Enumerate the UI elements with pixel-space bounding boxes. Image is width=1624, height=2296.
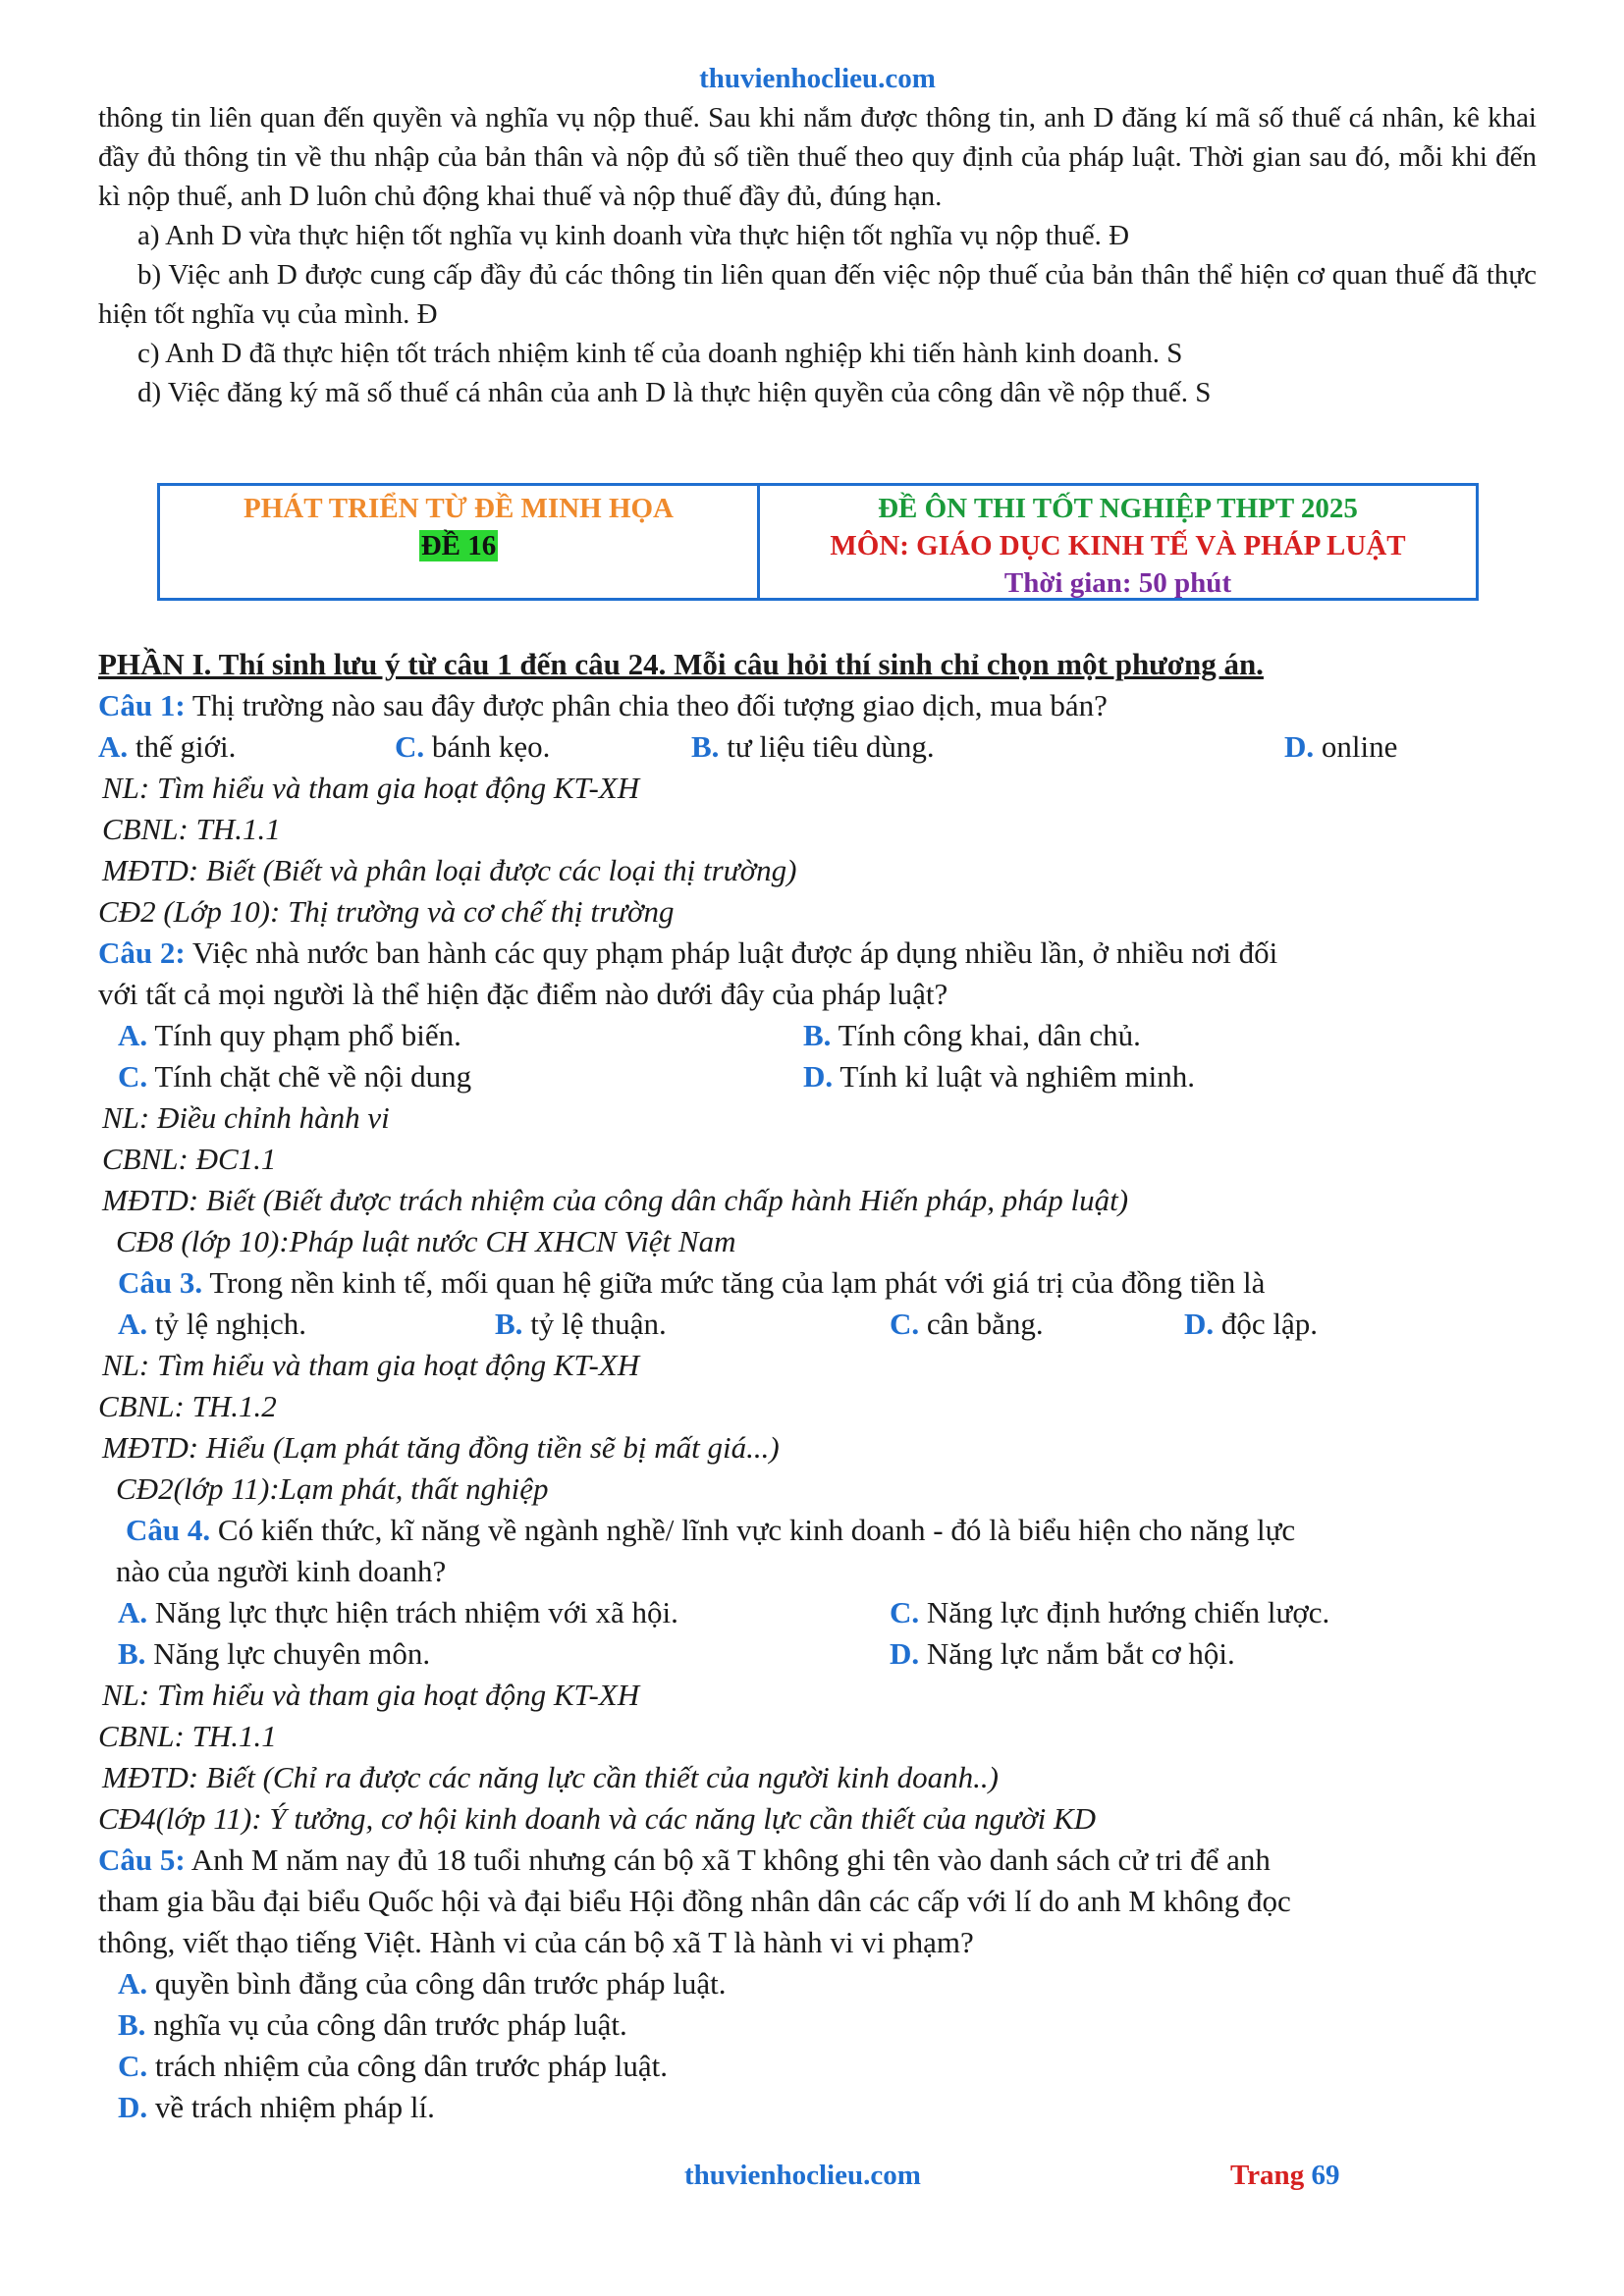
option[interactable]: B. Tính công khai, dân chủ. bbox=[803, 1018, 1141, 1052]
option[interactable]: C. Tính chặt chẽ về nội dung bbox=[118, 1059, 472, 1094]
exam-header-box bbox=[157, 483, 1479, 601]
intro-statement-d: d) Việc đăng ký mã số thuế cá nhân của anh D là thực hiện quyền của công dân về nộp thuế. S bbox=[137, 377, 1212, 408]
question-4-cont: nào của người kinh doanh? bbox=[116, 1554, 447, 1588]
option[interactable]: C. trách nhiệm của công dân trước pháp luật. bbox=[118, 2049, 669, 2083]
note-cbnl: CBNL: TH.1.1 bbox=[102, 812, 281, 846]
option[interactable]: B. tư liệu tiêu dùng. bbox=[691, 729, 935, 764]
question-label: Câu 5: bbox=[98, 1842, 186, 1877]
question-1-options bbox=[98, 726, 1537, 768]
note-nl: NL: Tìm hiểu và tham gia hoạt động KT-XH bbox=[102, 1678, 640, 1712]
note-topic: CĐ8 (lớp 10):Pháp luật nước CH XHCN Việt Nam bbox=[116, 1224, 736, 1258]
option[interactable]: A. quyền bình đẳng của công dân trước pháp luật. bbox=[118, 1966, 727, 2001]
question-3 bbox=[98, 1262, 1537, 1304]
option[interactable]: A. tỷ lệ nghịch. bbox=[118, 1307, 306, 1341]
exam-duration: Thời gian: 50 phút bbox=[1003, 567, 1232, 599]
exam-origin: PHÁT TRIỂN TỪ ĐỀ MINH HỌA bbox=[243, 493, 675, 524]
option[interactable]: A. thế giới. bbox=[98, 729, 237, 764]
option[interactable]: D. độc lập. bbox=[1184, 1307, 1319, 1341]
question-4-options-row1 bbox=[98, 1592, 1537, 1633]
option[interactable]: D. Tính kỉ luật và nghiêm minh. bbox=[803, 1059, 1195, 1094]
option[interactable]: B. nghĩa vụ của công dân trước pháp luật. bbox=[118, 2007, 627, 2042]
note-topic: CĐ4(lớp 11): Ý tưởng, cơ hội kinh doanh và các năng lực cần thiết của người KD bbox=[98, 1801, 1097, 1836]
intro-statement-a: a) Anh D vừa thực hiện tốt nghĩa vụ kinh doanh vừa thực hiện tốt nghĩa vụ nộp thuế. Đ bbox=[137, 220, 1130, 251]
note-topic: CĐ2(lớp 11):Lạm phát, thất nghiệp bbox=[116, 1471, 549, 1506]
option[interactable]: C. Năng lực định hướng chiến lược. bbox=[890, 1595, 1330, 1629]
note-mdtd: MĐTD: Biết (Biết được trách nhiệm của công dân chấp hành Hiến pháp, pháp luật) bbox=[102, 1183, 1129, 1217]
question-text: Thị trường nào sau đây được phân chia theo đối tượng giao dịch, mua bán? bbox=[185, 688, 1108, 722]
part-title: PHẦN I. Thí sinh lưu ý từ câu 1 đến câu 24. Mỗi câu hỏi thí sinh chỉ chọn một phương án. bbox=[98, 647, 1264, 681]
question-2-cont: với tất cả mọi người là thể hiện đặc điểm nào dưới đây của pháp luật? bbox=[98, 977, 948, 1011]
question-2 bbox=[98, 933, 1537, 974]
exam-box-right bbox=[760, 486, 1476, 598]
note-mdtd: MĐTD: Biết (Chỉ ra được các năng lực cần thiết của người kinh doanh..) bbox=[102, 1760, 999, 1794]
footer-site: thuvienhoclieu.com bbox=[684, 2160, 921, 2191]
intro-statement-b: b) Việc anh D được cung cấp đầy đủ các thông tin liên quan đến việc nộp thuế của bản thân thể hiện cơ quan thuế đã thực hiện tốt nghĩa vụ của mình. Đ bbox=[98, 259, 1537, 330]
question-text: Có kiến thức, kĩ năng về ngành nghề/ lĩnh vực kinh doanh - đó là biểu hiện cho năng lực bbox=[210, 1513, 1296, 1547]
option[interactable]: D. online bbox=[1284, 729, 1398, 764]
question-label: Câu 1: bbox=[98, 688, 186, 722]
option[interactable]: C. bánh kẹo. bbox=[395, 729, 551, 764]
site-header: thuvienhoclieu.com bbox=[699, 63, 936, 94]
option[interactable]: D. Năng lực nắm bắt cơ hội. bbox=[890, 1636, 1235, 1671]
note-mdtd: MĐTD: Hiểu (Lạm phát tăng đồng tiền sẽ bị mất giá...) bbox=[102, 1430, 780, 1465]
exam-title: ĐỀ ÔN THI TỐT NGHIỆP THPT 2025 bbox=[878, 493, 1358, 524]
page-footer bbox=[0, 2160, 1624, 2199]
note-nl: NL: Tìm hiểu và tham gia hoạt động KT-XH bbox=[102, 1348, 640, 1382]
question-label: Câu 3. bbox=[118, 1265, 203, 1300]
note-cbnl: CBNL: ĐC1.1 bbox=[102, 1142, 277, 1176]
note-mdtd: MĐTD: Biết (Biết và phân loại được các loại thị trường) bbox=[102, 853, 797, 887]
intro-statement-c: c) Anh D đã thực hiện tốt trách nhiệm kinh tế của doanh nghiệp khi tiến hành kinh doanh. S bbox=[137, 338, 1183, 369]
question-text: Trong nền kinh tế, mối quan hệ giữa mức tăng của lạm phát với giá trị của đồng tiền là bbox=[202, 1265, 1266, 1300]
page-top bbox=[98, 59, 1537, 412]
note-cbnl: CBNL: TH.1.2 bbox=[98, 1389, 277, 1423]
question-3-options bbox=[98, 1304, 1537, 1345]
page-number: Trang 69 bbox=[1230, 2160, 1340, 2191]
option[interactable]: B. tỷ lệ thuận. bbox=[495, 1307, 667, 1341]
question-text: Việc nhà nước ban hành các quy phạm pháp luật được áp dụng nhiều lần, ở nhiều nơi đối bbox=[185, 935, 1278, 970]
question-2-options-row2 bbox=[98, 1056, 1537, 1097]
option[interactable]: D. về trách nhiệm pháp lí. bbox=[118, 2090, 435, 2124]
question-label: Câu 2: bbox=[98, 935, 186, 970]
question-4 bbox=[98, 1510, 1537, 1551]
exam-number: ĐỀ 16 bbox=[420, 530, 497, 561]
option[interactable]: A. Tính quy phạm phổ biến. bbox=[118, 1018, 461, 1052]
question-5-cont: thông, viết thạo tiếng Việt. Hành vi của cán bộ xã T là hành vi vi phạm? bbox=[98, 1925, 974, 1959]
note-cbnl: CBNL: TH.1.1 bbox=[98, 1719, 277, 1753]
exam-box-left bbox=[160, 486, 760, 598]
question-4-options-row2 bbox=[98, 1633, 1537, 1675]
option[interactable]: A. Năng lực thực hiện trách nhiệm với xã hội. bbox=[118, 1595, 678, 1629]
intro-paragraph: thông tin liên quan đến quyền và nghĩa vụ nộp thuế. Sau khi nắm được thông tin, anh D đăng kí mã số thuế cá nhân, kê khai đầy đủ thông tin về thu nhập của bản thân và nộp đủ số tiền thuế theo quy định của pháp luật. Thời gian sau đó, mỗi khi đến kì nộp thuế, anh D luôn chủ động khai thuế và nộp thuế đầy đủ, đúng hạn. bbox=[98, 102, 1537, 212]
exam-subject: MÔN: GIÁO DỤC KINH TẾ VÀ PHÁP LUẬT bbox=[830, 530, 1406, 561]
question-5-cont: tham gia bầu đại biểu Quốc hội và đại biểu Hội đồng nhân dân các cấp với lí do anh M không đọc bbox=[98, 1884, 1291, 1918]
note-topic: CĐ2 (Lớp 10): Thị trường và cơ chế thị trường bbox=[98, 894, 675, 929]
question-label: Câu 4. bbox=[126, 1513, 211, 1547]
note-nl: NL: Điều chỉnh hành vi bbox=[102, 1100, 390, 1135]
question-2-options-row1 bbox=[98, 1015, 1537, 1056]
option[interactable]: C. cân bằng. bbox=[890, 1307, 1044, 1341]
questions-section bbox=[98, 644, 1537, 2128]
question-1 bbox=[98, 685, 1537, 726]
option[interactable]: B. Năng lực chuyên môn. bbox=[118, 1636, 431, 1671]
question-text: Anh M năm nay đủ 18 tuổi nhưng cán bộ xã T không ghi tên vào danh sách cử tri để anh bbox=[185, 1842, 1271, 1877]
question-5 bbox=[98, 1840, 1537, 1881]
note-nl: NL: Tìm hiểu và tham gia hoạt động KT-XH bbox=[102, 771, 640, 805]
